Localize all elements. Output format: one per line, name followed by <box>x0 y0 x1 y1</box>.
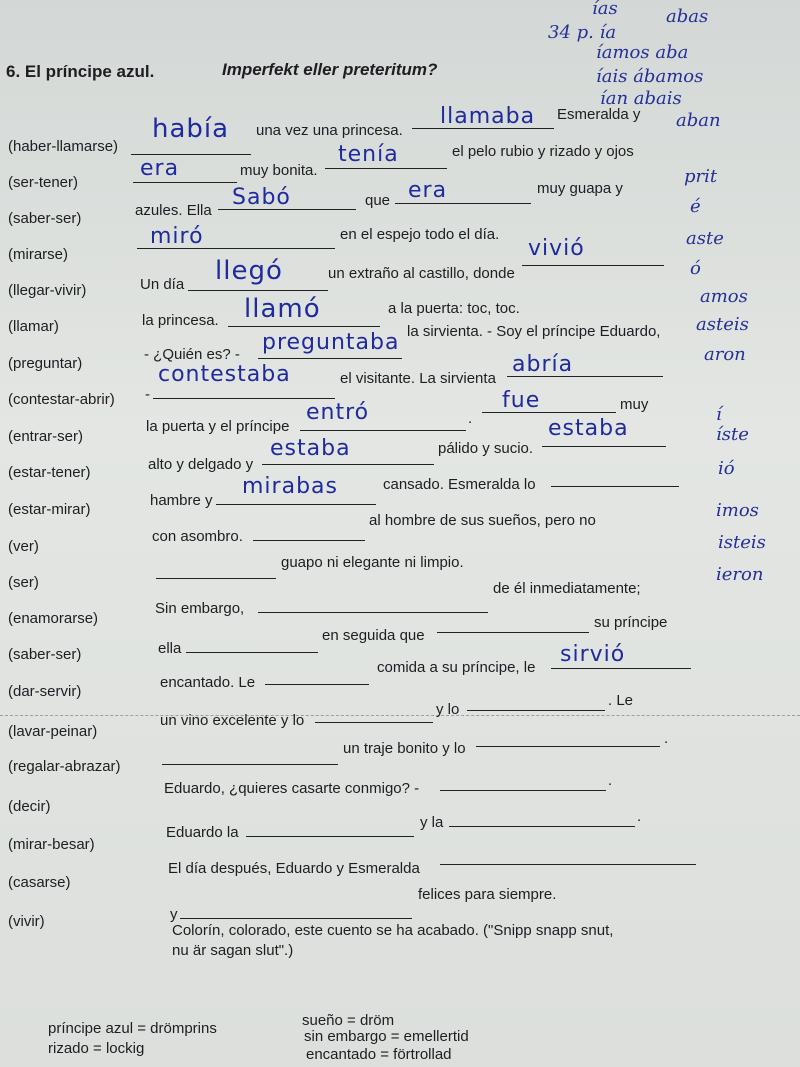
blank-line <box>180 918 412 919</box>
verb-hint: (vivir) <box>8 913 45 930</box>
blank-line <box>265 684 369 685</box>
blank-line <box>153 398 335 399</box>
sentence-text: Un día <box>140 276 185 293</box>
handwritten-answer: preguntaba <box>262 330 400 355</box>
sentence-text: Esmeralda y <box>557 106 641 123</box>
story-ending: Colorín, colorado, este cuento se ha acabado. ("Snipp snapp snut, <box>172 922 614 939</box>
margin-note: abas <box>666 6 709 27</box>
sentence-text: la puerta y el príncipe <box>146 418 290 435</box>
margin-note: íais ábamos <box>596 66 704 87</box>
verb-hint: (casarse) <box>8 874 71 891</box>
verb-hint: (preguntar) <box>8 355 83 372</box>
margin-note: aste <box>686 228 724 249</box>
margin-note: prit <box>684 166 718 187</box>
exercise-title: 6. El príncipe azul. <box>6 62 155 81</box>
verb-hint: (llegar-vivir) <box>8 282 87 299</box>
sentence-text: su príncipe <box>594 614 668 631</box>
sentence-text: . <box>664 730 669 747</box>
blank-line <box>186 652 318 653</box>
sentence-text: al hombre de sus sueños, pero no <box>369 512 596 529</box>
sentence-text: un vino excelente y lo <box>160 712 305 729</box>
verb-hint: (regalar-abrazar) <box>8 758 121 775</box>
verb-hint: (saber-ser) <box>8 646 82 663</box>
sentence-text: la princesa. <box>142 312 219 329</box>
sentence-text: que <box>365 192 391 209</box>
sentence-text: . <box>637 808 642 825</box>
verb-hint: (saber-ser) <box>8 210 82 227</box>
handwritten-answer: llamó <box>244 294 321 324</box>
blank-line <box>133 182 237 183</box>
verb-hint: (lavar-peinar) <box>8 723 98 740</box>
glossary-entry: rizado = lockig <box>48 1040 145 1057</box>
margin-note: isteis <box>718 532 766 553</box>
sentence-text: - <box>145 386 150 403</box>
sentence-text: la sirvienta. - Soy el príncipe Eduardo, <box>407 323 661 340</box>
handwritten-answer: sirvió <box>560 642 626 667</box>
blank-line <box>315 722 433 723</box>
handwritten-answer: era <box>408 178 448 203</box>
margin-note: ó <box>690 258 701 279</box>
blank-line <box>216 504 376 505</box>
blank-line <box>162 764 338 765</box>
blank-line <box>440 790 606 791</box>
blank-line <box>300 430 466 431</box>
handwritten-answer: tenía <box>338 142 399 167</box>
sentence-text: felices para siempre. <box>418 886 557 903</box>
margin-note: ían abais <box>600 88 682 109</box>
margin-note: ieron <box>716 564 764 585</box>
sentence-text: . <box>468 410 473 427</box>
handwritten-answer: abría <box>512 352 574 377</box>
blank-line <box>325 168 447 169</box>
verb-hint: (mirar-besar) <box>8 836 95 853</box>
handwritten-answer: era <box>140 156 180 181</box>
verb-hint: (estar-tener) <box>8 464 91 481</box>
blank-line <box>258 358 402 359</box>
handwritten-answer: estaba <box>548 416 629 441</box>
handwritten-answer: había <box>152 114 230 144</box>
sentence-text: muy <box>620 396 649 413</box>
glossary-entry: encantado = förtrollad <box>306 1046 452 1063</box>
sentence-text: . <box>608 772 613 789</box>
sentence-text: Eduardo, ¿quieres casarte conmigo? - <box>164 780 420 797</box>
sentence-text: en seguida que <box>322 627 425 644</box>
handwritten-answer: estaba <box>270 436 351 461</box>
verb-hint: (decir) <box>8 798 51 815</box>
sentence-text: de él inmediatamente; <box>493 580 641 597</box>
sentence-text: a la puerta: toc, toc. <box>388 300 520 317</box>
margin-note: ió <box>718 458 735 479</box>
verb-hint: (haber-llamarse) <box>8 138 119 155</box>
sentence-text: hambre y <box>150 492 213 509</box>
sentence-text: cansado. Esmeralda lo <box>383 476 536 493</box>
blank-line <box>542 446 666 447</box>
verb-hint: (llamar) <box>8 318 59 335</box>
blank-line <box>467 710 605 711</box>
verb-hint: (mirarse) <box>8 246 68 263</box>
glossary-entry: sin embargo = emellertid <box>304 1028 469 1045</box>
verb-hint: (contestar-abrir) <box>8 391 115 408</box>
exercise-subtitle: Imperfekt eller preteritum? <box>222 60 438 79</box>
sentence-text: comida a su príncipe, le <box>377 659 536 676</box>
margin-note: é <box>690 196 701 217</box>
paper-fold <box>0 715 800 716</box>
margin-note: íste <box>716 424 749 445</box>
handwritten-answer: entró <box>306 400 370 425</box>
blank-line <box>253 540 365 541</box>
verb-hint: (dar-servir) <box>8 683 82 700</box>
story-ending: nu är sagan slut".) <box>172 942 294 959</box>
handwritten-answer: fue <box>502 388 541 413</box>
handwritten-answer: miró <box>150 224 204 249</box>
blank-line <box>522 265 664 266</box>
blank-line <box>188 290 328 291</box>
margin-note: aron <box>704 344 746 365</box>
sentence-text: el visitante. La sirvienta <box>340 370 496 387</box>
sentence-text: ella <box>158 640 182 657</box>
blank-line <box>551 486 679 487</box>
sentence-text: y <box>170 906 178 923</box>
sentence-text: y lo <box>436 701 460 718</box>
blank-line <box>262 464 434 465</box>
margin-note: í <box>716 404 722 425</box>
blank-line <box>476 746 660 747</box>
sentence-text: en el espejo todo el día. <box>340 226 500 243</box>
blank-line <box>228 326 380 327</box>
sentence-text: un traje bonito y lo <box>343 740 466 757</box>
verb-hint: (ver) <box>8 538 39 555</box>
handwritten-answer: mirabas <box>242 474 338 499</box>
sentence-text: muy guapa y <box>537 180 623 197</box>
handwritten-answer: llamaba <box>440 104 536 129</box>
sentence-text: con asombro. <box>152 528 243 545</box>
blank-line <box>395 203 531 204</box>
sentence-text: pálido y sucio. <box>438 440 534 457</box>
handwritten-answer: Sabó <box>232 185 291 210</box>
blank-line <box>437 632 589 633</box>
verb-hint: (entrar-ser) <box>8 428 84 445</box>
sentence-text: - ¿Quién es? - <box>144 346 240 363</box>
margin-note: ías <box>592 0 618 19</box>
sentence-text: El día después, Eduardo y Esmeralda <box>168 860 420 877</box>
verb-hint: (ser) <box>8 574 39 591</box>
blank-line <box>440 864 696 865</box>
margin-note: 34 p. ía <box>548 22 617 43</box>
blank-line <box>551 668 691 669</box>
sentence-text: y la <box>420 814 444 831</box>
verb-hint: (ser-tener) <box>8 174 79 191</box>
blank-line <box>131 154 251 155</box>
margin-note: íamos aba <box>596 42 689 63</box>
blank-line <box>156 578 276 579</box>
handwritten-answer: vivió <box>528 236 585 261</box>
margin-note: amos <box>700 286 748 307</box>
blank-line <box>449 826 635 827</box>
verb-hint: (estar-mirar) <box>8 501 91 518</box>
sentence-text: azules. Ella <box>135 202 212 219</box>
blank-line <box>258 612 488 613</box>
sentence-text: muy bonita. <box>240 162 318 179</box>
glossary-entry: príncipe azul = drömprins <box>48 1020 217 1037</box>
sentence-text: una vez una princesa. <box>256 122 403 139</box>
blank-line <box>246 836 414 837</box>
margin-note: imos <box>716 500 759 521</box>
margin-note: asteis <box>696 314 749 335</box>
sentence-text: . Le <box>608 692 634 709</box>
glossary-entry: sueño = dröm <box>302 1012 395 1029</box>
sentence-text: encantado. Le <box>160 674 256 691</box>
handwritten-answer: llegó <box>215 256 283 286</box>
verb-hint: (enamorarse) <box>8 610 99 627</box>
sentence-text: un extraño al castillo, donde <box>328 265 515 282</box>
sentence-text: alto y delgado y <box>148 456 254 473</box>
sentence-text: guapo ni elegante ni limpio. <box>281 554 464 571</box>
sentence-text: el pelo rubio y rizado y ojos <box>452 143 634 160</box>
margin-note: aban <box>676 110 721 131</box>
sentence-text: Sin embargo, <box>155 600 245 617</box>
handwritten-answer: contestaba <box>158 362 291 387</box>
sentence-text: Eduardo la <box>166 824 239 841</box>
